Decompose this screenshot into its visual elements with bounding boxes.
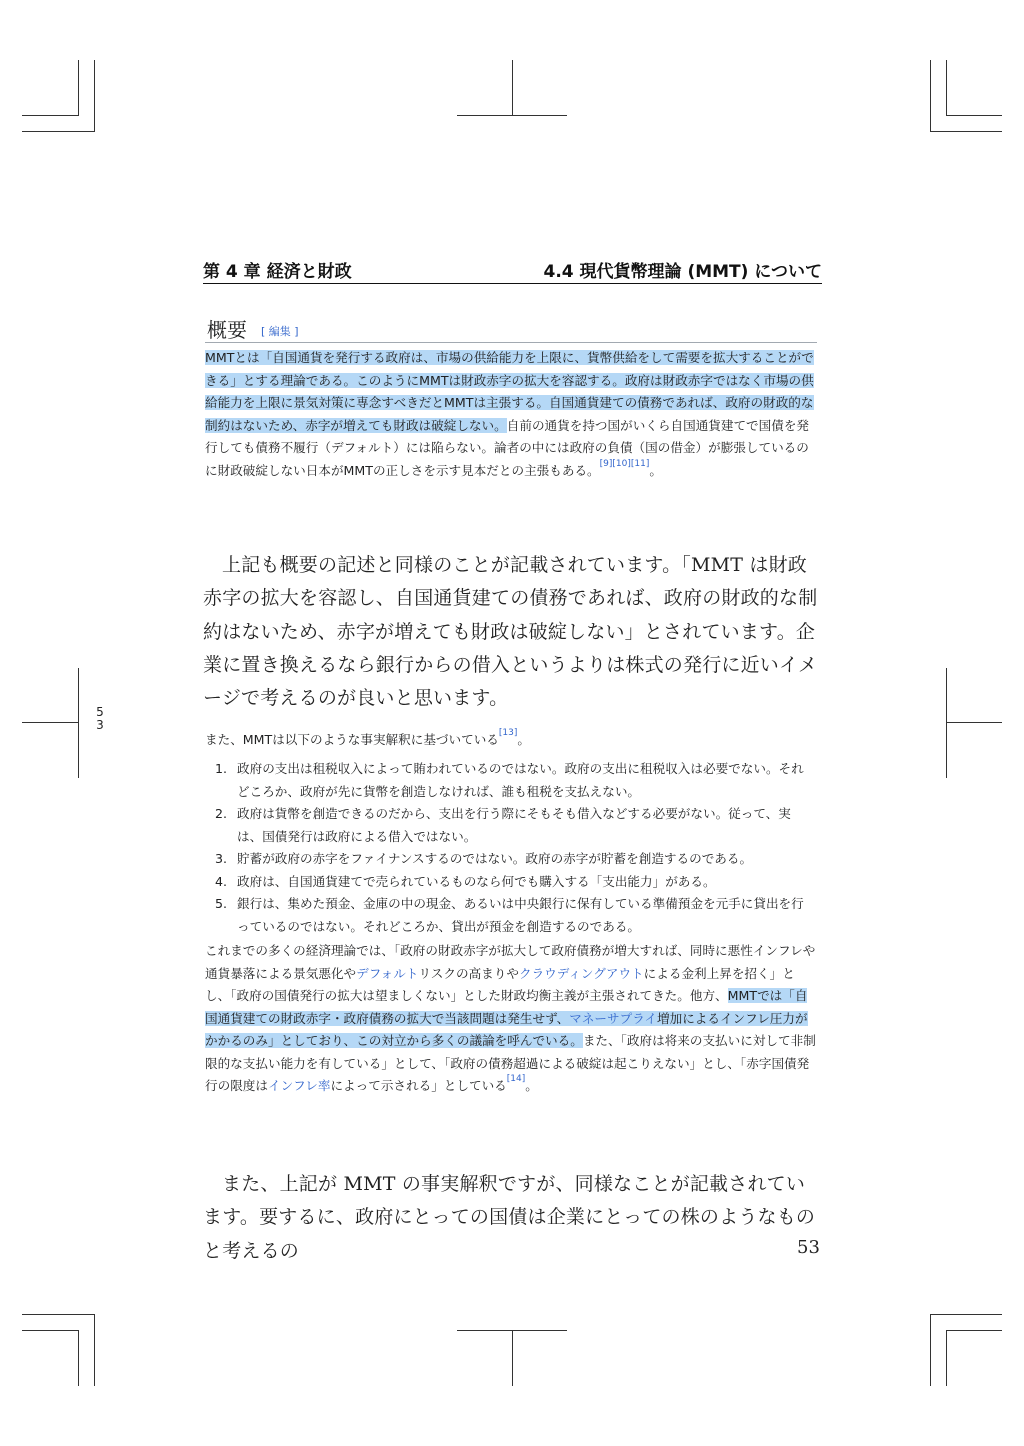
section-title: 4.4 現代貨幣理論 (MMT) について — [543, 262, 822, 282]
wiki-link-money-supply[interactable]: マネーサプライ — [569, 1010, 657, 1026]
commentary-text: 上記も概要の記述と同様のことが記載されています。「MMT は財政赤字の拡大を容認し、自国通貨建ての債務であれば、政府の財政的な制約はないため、赤字が増えても財政は破綻しない」とされています。企業に置き換えるなら銀行からの借入というよりは株式の発行に近いイメージで考えるのが良いと思います。 — [203, 554, 818, 710]
citation-link[interactable]: [13] — [498, 728, 518, 738]
crop-mark — [22, 1330, 78, 1331]
crop-mark — [457, 1330, 567, 1331]
wiki-link-default[interactable]: デフォルト — [356, 965, 419, 981]
crop-mark — [946, 60, 947, 116]
crop-mark — [78, 1330, 79, 1386]
commentary-text: また、上記が MMT の事実解釈ですが、同様なことが記載されています。要するに、政府にとっての国債は企業にとっての株のようなものと考えるの — [203, 1173, 816, 1262]
wiki-link-inflation-rate[interactable]: インフレ率 — [267, 1078, 331, 1093]
crop-mark — [930, 1314, 1002, 1315]
period: 。 — [525, 1078, 538, 1093]
list-item: 5. 銀行は、集めた預金、金庫の中の現金、あるいは中央銀行に保有している準備預金を元手に貸出を行っているのではない。それどころか、貸出が預金を創造するのである。 — [231, 893, 810, 938]
wiki-paragraph-facts-intro — [205, 729, 817, 752]
crop-mark — [946, 722, 1002, 723]
period: 。 — [649, 462, 662, 478]
crop-mark — [930, 131, 1002, 132]
paragraph-text: 自前の通貨を持つ国がいくら自国通貨建てで国債を発行しても債務不履行（デフォルト）には陥らない。論者の中には政府の負債（国の借金）が膨張しているのに財政破綻しない日本がMMTの正しさを示す見本だとの主張もある。 — [205, 417, 809, 478]
citation-link[interactable]: [9][10][11] — [599, 458, 650, 469]
wiki-heading-title: 概要 — [207, 318, 247, 342]
edit-link[interactable]: [ 編集 ] — [261, 325, 299, 338]
highlighted-text: MMTとは「自国通貨を発行する政府は、市場の供給能力を上限に、貨幣供給をして需要を拡大することができる」とする理論である。このようにMMTは財政赤字の拡大を容認する。政府は財政赤字ではなく市場の供給能力を上限に景気対策に専念すべきだとMMTは主張する。自国通貨建ての債務であれば、政府の財政的な制約はないため、赤字が増えても財政は破綻しない。 — [205, 350, 814, 433]
list-item: 3. 貯蓄が政府の赤字をファイナンスするのではない。政府の赤字が貯蓄を創造するのである。 — [231, 848, 810, 871]
highlighted-text: 増加によるインフレ圧力がかかるのみ」としており、この対立から多くの議論を呼んでいる。 — [205, 1010, 808, 1048]
crop-mark — [22, 722, 78, 723]
list-item: 1. 政府の支出は租税収入によって賄われているのではない。政府の支出に租税収入は必要でない。それどころか、政府が先に貨幣を創造しなければ、誰も租税を支払えない。 — [231, 758, 810, 803]
chapter-title: 第 4 章 経済と財政 — [203, 262, 352, 282]
crop-mark — [78, 668, 79, 778]
paragraph-text: また、「政府は将来の支払いに対して非制限的な支払い能力を有している」として、「政府の債務超過による破綻は起こりえない」とし、「赤字国債発行の限度は — [205, 1033, 816, 1093]
crop-mark — [946, 1330, 947, 1386]
side-page-number: 5 3 — [96, 705, 104, 732]
crop-mark — [94, 60, 95, 132]
paragraph-text: による金利上昇を招く」とし、「政府の国債発行の拡大は望ましくない」とした財政均衡主義が主張されてきた。他方、 — [205, 965, 795, 1003]
crop-mark — [930, 60, 931, 132]
period: 。 — [517, 732, 530, 747]
wiki-fact-list — [185, 758, 810, 938]
crop-mark — [94, 1314, 95, 1386]
paragraph-text: これまでの多くの経済理論では、「政府の財政赤字が拡大して政府債務が増大すれば、同時に悪性インフレや通貨暴落による景気悪化や — [205, 943, 816, 981]
crop-mark — [930, 1314, 931, 1386]
crop-mark — [512, 1330, 513, 1386]
wiki-section-heading — [205, 314, 817, 343]
wiki-link-crowding-out[interactable]: クラウディングアウト — [518, 965, 644, 981]
crop-mark — [78, 60, 79, 116]
crop-mark — [512, 60, 513, 116]
crop-mark — [22, 115, 78, 116]
highlighted-text: MMTでは「自国通貨建ての財政赤字・政府債務の拡大で当該問題は発生せず、 — [205, 988, 808, 1026]
list-item: 2. 政府は貨幣を創造できるのだから、支出を行う際にそもそも借入などする必要がない。従って、実は、国債発行は政府による借入ではない。 — [231, 803, 810, 848]
wiki-paragraph-theory — [205, 940, 817, 1098]
commentary-paragraph-1 — [203, 549, 823, 715]
citation-link[interactable]: [14] — [506, 1074, 526, 1084]
crop-mark — [457, 115, 567, 116]
crop-mark — [946, 115, 1002, 116]
crop-mark — [946, 1330, 1002, 1331]
crop-mark — [22, 131, 94, 132]
crop-mark — [22, 1314, 94, 1315]
page-number: 53 — [797, 1237, 820, 1258]
wiki-fact-list-container — [185, 758, 810, 938]
running-header — [203, 255, 822, 284]
paragraph-text: また、MMTは以下のような事実解釈に基づいている — [205, 732, 499, 747]
paragraph-text: リスクの高まりや — [418, 965, 519, 981]
paragraph-text: によって示される」としている — [330, 1078, 507, 1093]
crop-mark — [946, 668, 947, 778]
list-item: 4. 政府は、自国通貨建てで売られているものなら何でも購入する「支出能力」がある。 — [231, 871, 810, 894]
commentary-paragraph-2 — [203, 1168, 823, 1268]
wiki-paragraph-overview — [205, 347, 817, 482]
